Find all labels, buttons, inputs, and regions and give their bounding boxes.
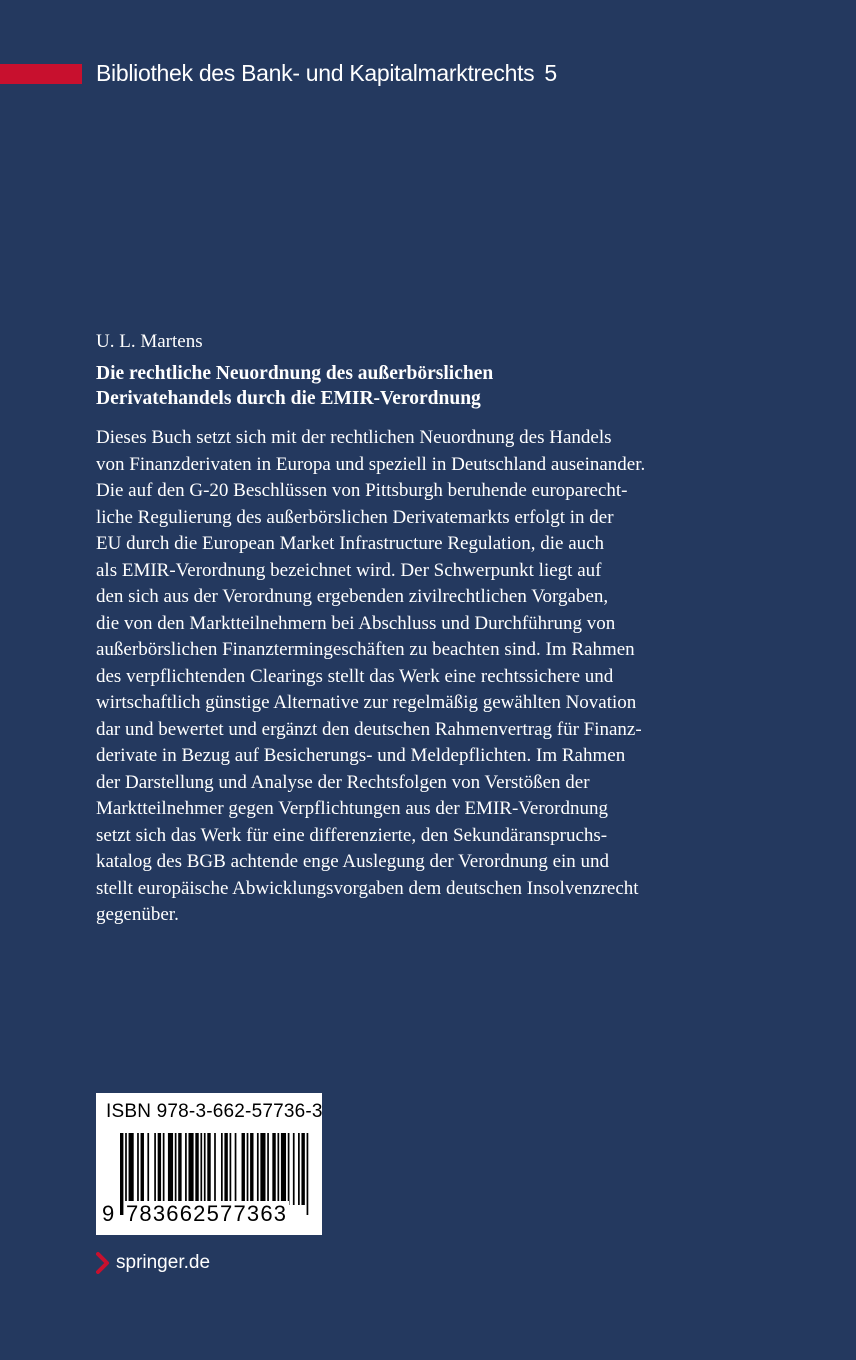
barcode-bar: [168, 1133, 173, 1205]
barcode-bar: [242, 1133, 245, 1205]
barcode-bar: [272, 1133, 275, 1205]
book-title-line: Die rechtliche Neuordnung des außerbörslichen: [96, 363, 494, 384]
description-line: stellt europäische Abwicklungsvorgaben dem deutschen Insolvenzrecht: [96, 877, 639, 899]
barcode-bar: [158, 1133, 161, 1205]
description-line: außerbörslichen Finanztermingeschäften zu beachten sind. Im Rahmen: [96, 639, 635, 660]
description-line: gegenüber.: [96, 904, 179, 925]
barcode-bar: [200, 1133, 202, 1205]
barcode-bar: [207, 1133, 210, 1205]
barcode-bar: [120, 1133, 123, 1215]
barcode-bar: [277, 1133, 279, 1205]
barcode-bar: [247, 1133, 249, 1205]
author: U. L. Martens: [96, 331, 203, 352]
barcode-bar: [154, 1133, 156, 1205]
description-line: dar und bewertet und ergänzt den deutschen Rahmenvertrag für Finanz-: [96, 718, 642, 740]
description-line: wirtschaftlich günstige Alternative zur regelmäßig gewählten Novation: [96, 692, 637, 713]
description-line: katalog des BGB achtende enge Auslegung der Verordnung ein und: [96, 851, 610, 872]
barcode-bar: [188, 1133, 193, 1205]
description-line: Marktteilnehmer gegen Verpflichtungen aus der EMIR-Verordnung: [96, 798, 608, 819]
barcode-bar: [224, 1133, 227, 1205]
barcode-bar: [141, 1133, 144, 1205]
barcode-bar: [163, 1133, 165, 1205]
barcode-bar: [230, 1133, 232, 1205]
barcode-bar: [288, 1133, 290, 1205]
barcode-bar: [298, 1133, 300, 1205]
barcode-bar: [235, 1133, 237, 1205]
publisher-link: [96, 1252, 210, 1274]
barcode-bar: [175, 1133, 177, 1205]
series-title: [96, 60, 557, 87]
barcode-bar: [204, 1133, 206, 1205]
book-title: [96, 361, 493, 411]
description-line: EU durch die European Market Infrastructure Regulation, die auch: [96, 533, 605, 554]
ean-first-digit: 9: [102, 1201, 115, 1226]
description-line: als EMIR-Verordnung bezeichnet wird. Der Schwerpunkt liegt auf: [96, 559, 602, 581]
barcode-bar: [301, 1133, 304, 1205]
barcode-bar: [129, 1133, 134, 1205]
barcode-bar: [267, 1133, 269, 1205]
description-line: derivate in Bezug auf Besicherungs- und Meldepflichten. Im Rahmen: [96, 745, 626, 766]
description-line: von Finanzderivaten in Europa und speziell in Deutschland auseinander.: [96, 453, 646, 475]
barcode-bar: [147, 1133, 149, 1205]
barcode-bar: [260, 1133, 265, 1205]
barcode-bar: [257, 1133, 259, 1205]
description-line: Die auf den G-20 Beschlüssen von Pittsburgh beruhende europarecht-: [96, 480, 628, 501]
book-description: [96, 425, 736, 929]
description-line: den sich aus der Verordnung ergebenden zivilrechtlichen Vorgaben,: [96, 586, 609, 607]
description-line: setzt sich das Werk für eine differenzierte, den Sekundäranspruchs-: [96, 824, 608, 846]
ean-digits: 783662577363: [126, 1201, 288, 1226]
description-line: der Darstellung und Analyse der Rechtsfolgen von Verstößen der: [96, 771, 590, 793]
publisher-url: springer.de: [116, 1252, 211, 1273]
barcode-bar: [137, 1133, 139, 1205]
isbn-label: ISBN 978-3-662-57736-3: [106, 1101, 323, 1122]
series-name: Bibliothek des Bank- und Kapitalmarktrechts: [96, 60, 535, 86]
barcode-bar: [185, 1133, 187, 1205]
barcode-bar: [293, 1133, 295, 1205]
chevron-right-icon: [96, 1252, 110, 1274]
description-line: Dieses Buch setzt sich mit der rechtlichen Neuordnung des Handels: [96, 427, 612, 448]
description-line: die von den Marktteilnehmern bei Abschluss und Durchführung von: [96, 612, 616, 634]
barcode-bar: [195, 1133, 198, 1205]
barcode-bar: [250, 1133, 253, 1205]
book-title-line: Derivatehandels durch die EMIR-Verordnung: [96, 388, 481, 409]
description-line: des verpflichtenden Clearings stellt das Werk eine rechtssichere und: [96, 665, 614, 687]
barcode-bar: [281, 1133, 286, 1205]
series-number: 5: [544, 60, 557, 86]
barcode-bar: [178, 1133, 181, 1205]
isbn-barcode: [96, 1093, 322, 1235]
description-line: liche Regulierung des außerbörslichen Derivatemarkts erfolgt in der: [96, 506, 614, 528]
barcode-bar: [307, 1133, 309, 1215]
series-accent-bar: [0, 64, 82, 84]
